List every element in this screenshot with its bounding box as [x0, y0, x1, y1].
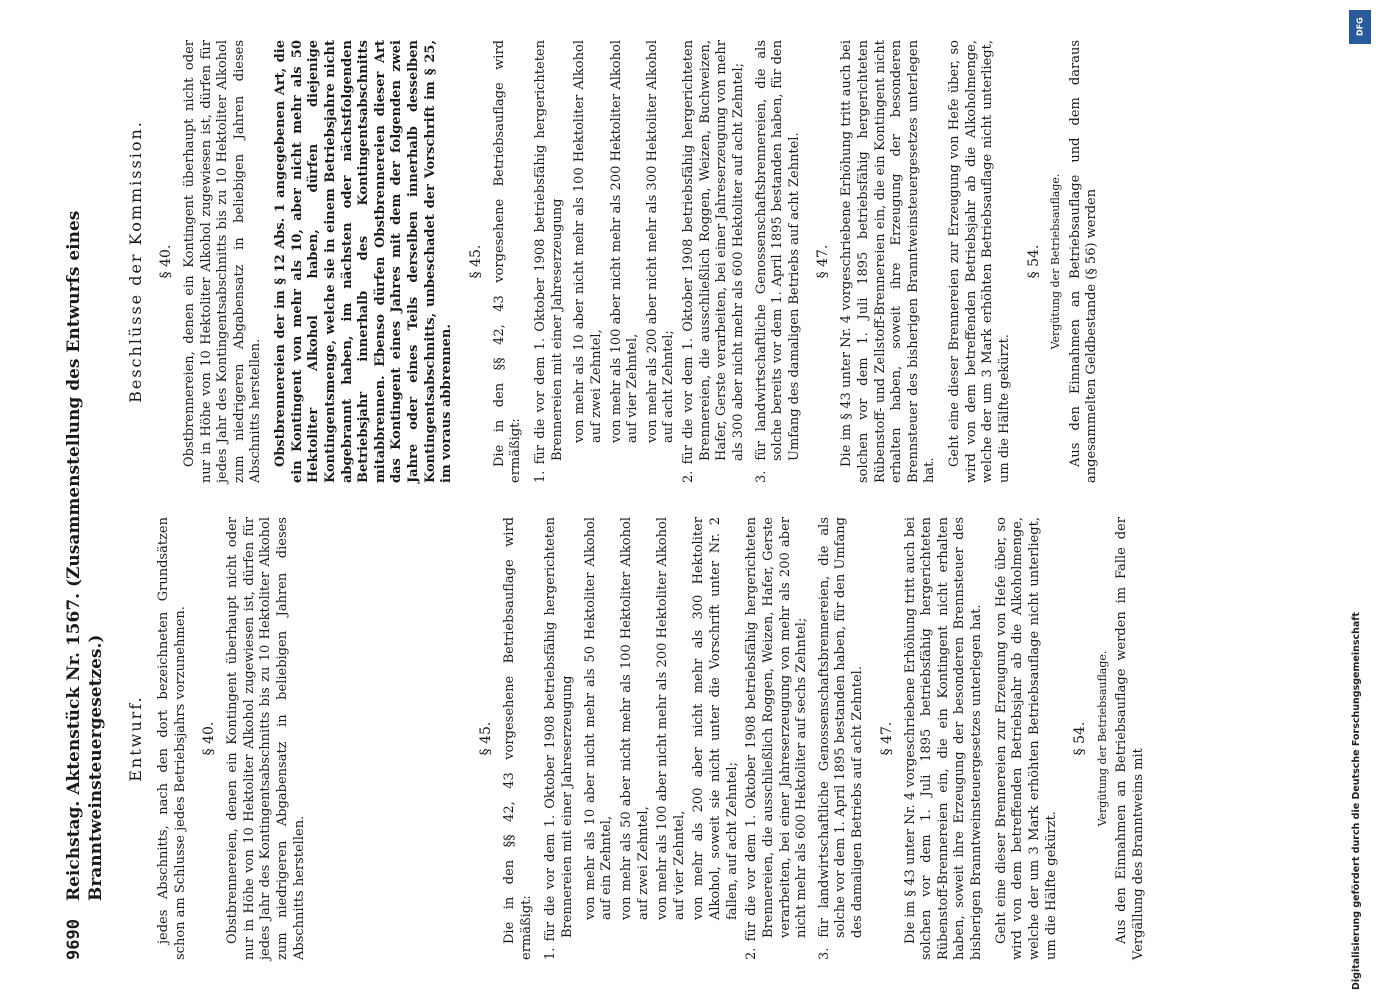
section-54-title-commission: § 54.: [1025, 244, 1042, 279]
section-54-title: § 54.: [1072, 721, 1089, 756]
right-column-heading: Beschlüsse der Kommission.: [125, 120, 145, 403]
section-45-sub-3-commission: von mehr als 200 aber nicht mehr als 300 Hektoliter Alkohol auf acht Zehntel;: [644, 40, 677, 443]
section-45-sub-4: von mehr als 200 aber nicht mehr als 300 Hektoliter Alkohol, soweit sie nicht unter die Vorschrift unter Nr. 2 fallen, auf acht Zehntel;: [691, 517, 740, 920]
page-number: 9690: [64, 919, 84, 960]
section-45-sub-3: von mehr als 100 aber nicht mehr als 200 Hektoliter Alkohol auf vier Zehntel,: [655, 517, 687, 920]
section-40-title-commission: § 40.: [157, 244, 174, 279]
section-47-title: § 47.: [878, 721, 895, 756]
left-column-heading: Entwurf.: [125, 695, 145, 782]
section-45-sub-2-commission: von mehr als 100 aber nicht mehr als 200 Hektoliter Alkohol auf vier Zehntel,: [608, 40, 641, 443]
section-47-title-commission: § 47.: [815, 244, 832, 279]
section-45-title: § 45.: [478, 721, 495, 756]
section-45-title-commission: § 45.: [467, 244, 484, 279]
section-45-intro-commission: Die in den §§ 42, 43 vorgesehene Betriebsauflage wird ermäßigt:: [491, 40, 524, 483]
section-54-text: Aus den Einnahmen an Betriebsauflage werden im Falle der Vergällung des Branntweins mit: [1114, 517, 1146, 960]
section-45-item-3-commission: 3. für landwirtschaftliche Genossenschaftsbrennereien, die als solche bereits vor dem 1. April 1895 bestanden haben, für den Umfang des damaligen Betriebs auf acht Zehntel.: [753, 40, 802, 483]
section-45-sub-2: von mehr als 50 aber nicht mehr als 100 Hektoliter Alkohol auf zwei Zehntel,: [618, 517, 651, 920]
section-45-item-2: 2. für die vor dem 1. Oktober 1908 betriebsfähig hergerichteten Brennereien, die ausschließlich Roggen, Weizen, Hafer, Gerste verarbeiten, bei einer Jahreserzeugung von mehr als 200 aber nicht mehr als 600 Hektoliter auf sechs Zehntel;: [744, 517, 810, 960]
section-54-subheading: Vergütung der Betriebsauflage.: [1096, 650, 1110, 827]
section-45-item-1: 1. für die vor dem 1. Oktober 1908 betriebsfähig hergerichteten Brennereien mit einer Jahreserzeugung: [543, 517, 576, 960]
section-40-text: Obstbrennereien, denen ein Kontingent überhaupt nicht oder nur in Höhe von 10 Hektoliter Alkohol zugewiesen ist, dürfen für jedes Jahr des Kontingentsabschnitts bis zu 10 Hektoliter Alkohol zum niedrigeren Abgabensatz in beliebigen Jahren dieses Abschnitts herstellen.: [225, 517, 307, 960]
section-47-text: Die im § 43 unter Nr. 4 vorgeschriebene Erhöhung tritt auch bei solchen vor dem 1. Juli 1895 betriebsfähig hergerichteten Rübenstoff-Brennereien ein, die ein Kontingent nicht erhalten haben, soweit ihre Erzeugung der besonderen Brennsteuer des bisherigen Branntweinsteuergesetzes unterlegen hat.: [902, 517, 985, 960]
section-45-item-2-commission: 2. für die vor dem 1. Oktober 1908 betriebsfähig hergerichteten Brennereien, die ausschließlich Roggen, Weizen, Buchweizen, Hafer, Gerste verarbeiten, bei einer Jahreserzeugung von mehr als 300 aber nicht mehr als 600 Hektoliter auf acht Zehntel;: [681, 40, 746, 483]
two-column-body: [120, 40, 1156, 960]
section-40-text-commission: Obstbrennereien, denen ein Kontingent überhaupt nicht oder nur in Höhe von 10 Hektoliter Alkohol zugewiesen ist, dürfen für jedes Jahr des Kontingentsabschnitts bis zu 10 Hektoliter Alkohol zum niedrigeren Abgabensatz in beliebigen Jahren dieses Abschnitts herstellen.: [181, 40, 264, 483]
section-40-title: § 40.: [201, 721, 218, 756]
section-47-text-2: Geht eine dieser Brennereien zur Erzeugung von Hefe über, so wird von dem betreffenden Betriebsjahr ab die Alkoholmenge, welche der um 3 Mark erhöhten Betriebsauflage nicht unterliegt, um die Hälfte gekürzt.: [993, 517, 1059, 960]
section-45-sub-1: von mehr als 10 aber nicht mehr als 50 Hektoliter Alkohol auf ein Zehntel,: [582, 517, 615, 920]
section-47-text-commission: Die im § 43 unter Nr. 4 vorgeschriebene Erhöhung tritt auch bei solchen vor dem 1. Juli 1895 betriebsfähig hergerichteten Rübenstoff- und Zellstoff-Brennereien ein, die ein Kontingent nicht erhalten haben, soweit ihre Erzeugung der besonderen Brennsteuer des bisherigen Branntweinsteuergesetzes unterlegen hat.: [839, 40, 938, 483]
section-47-text-2-commission: Geht eine dieser Brennereien zur Erzeugung von Hefe über, so wird von dem betreffenden Betriebsjahr ab die Alkoholmenge, welche der um 3 Mark erhöhten Betriebsauflage nicht unterliegt, um die Hälfte gekürzt.: [947, 40, 1012, 483]
section-45-sub-1-commission: von mehr als 10 aber nicht mehr als 100 Hektoliter Alkohol auf zwei Zehntel,: [572, 40, 604, 443]
right-column-commission: [120, 40, 1156, 483]
section-54-text-commission: Aus den Einnahmen an Betriebsauflage und dem daraus angesammelten Geldbestande (§ 56) werden: [1067, 40, 1100, 483]
section-45-item-1-commission: 1. für die vor dem 1. Oktober 1908 betriebsfähig hergerichteten Brennereien mit einer Jahreserzeugung: [533, 40, 565, 483]
section-45-item-3: 3. für landwirtschaftliche Genossenschaftsbrennereien, die als solche vor dem 1. April 1895 bestanden haben, für den Umfang des damaligen Betriebs auf acht Zehntel.: [816, 517, 866, 960]
section-40-amendment: Obstbrennereien der im § 12 Abs. 1 angegebenen Art, die ein Kontingent von mehr als 10, aber nicht mehr als 50 Hektoliter Alkohol haben, dürfen diejenige Kontingentsmenge, welche sie in einem Betriebsjahre nicht abgebrannt haben, im nächsten oder nächstfolgenden Betriebsjahr innerhalb des Kontingentsabschnitts mitabbrennen. Ebenso dürfen Obstbrennereien dieser Art das Kontingent eines Jahres mit dem der folgenden zwei Jahre oder eines Teils derselben innerhalb desselben Kontingentsabschnitts, unbeschadet der Vorschrift im § 25, im voraus abbrennen.: [273, 40, 455, 483]
digitization-note: Digitalisierung gefördert durch die Deutsche Forschungsgemeinschaft: [1351, 612, 1362, 990]
section-45-intro: Die in den §§ 42, 43 vorgesehene Betriebsauflage wird ermäßigt:: [502, 517, 534, 960]
intro-paragraph: jedes Abschnitts, nach den dort bezeichneten Grundsätzen schon am Schlusse jedes Betriebsjahrs vorzunehmen.: [155, 517, 188, 960]
page-header: [64, 40, 108, 960]
section-54-subheading-commission: Vergütung der Betriebsauflage.: [1049, 173, 1063, 350]
left-column-draft: [120, 517, 1156, 960]
dfg-logo: DFG: [1349, 10, 1371, 44]
document-title: Reichstag. Aktenstück Nr. 1567. (Zusammenstellung des Entwurfs eines Branntweinsteuergesetzes.): [64, 210, 106, 902]
